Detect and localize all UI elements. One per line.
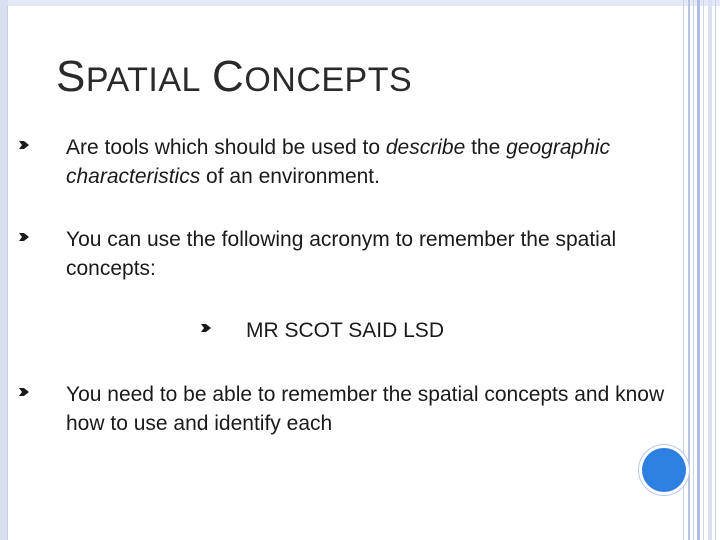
bullet-text: You need to be able to remember the spatial concepts and know how to use and identify each [66, 383, 665, 435]
decorative-stripe [693, 0, 694, 540]
arrow-bullet-icon [200, 316, 246, 334]
frame-inner-line [7, 6, 8, 540]
title-rest: PATIAL [85, 61, 201, 99]
bullet-item [18, 225, 658, 283]
decorative-circle [642, 448, 686, 492]
title-rest: ONCEPTS [244, 61, 413, 99]
bullet-item [18, 133, 658, 191]
decorative-stripe [688, 0, 690, 540]
title-initial: S [56, 52, 86, 101]
text-segment: the [465, 136, 507, 159]
arrow-bullet-icon [18, 225, 66, 243]
decorative-stripe [715, 0, 716, 540]
text-segment: Are tools which should be used to [66, 136, 386, 159]
sub-bullet-item [200, 316, 660, 345]
arrow-bullet-icon [18, 380, 66, 398]
slide-title [56, 52, 412, 102]
arrow-bullet-icon [18, 133, 66, 151]
decorative-stripe [703, 0, 704, 540]
bullet-text [66, 133, 658, 191]
frame-top-border [0, 0, 720, 6]
italic-text-segment: describe [385, 136, 466, 159]
italic-text-segment: geographic characteristics [66, 136, 611, 188]
decorative-stripe [697, 0, 700, 540]
text-segment: of an environment. [200, 165, 380, 188]
title-initial: C [212, 52, 245, 101]
decorative-stripe [708, 0, 712, 540]
bullet-item [18, 380, 678, 438]
acronym-text: MR SCOT SAID LSD [246, 319, 444, 342]
bullet-text: You can use the following acronym to remember the spatial concepts: [66, 228, 617, 280]
